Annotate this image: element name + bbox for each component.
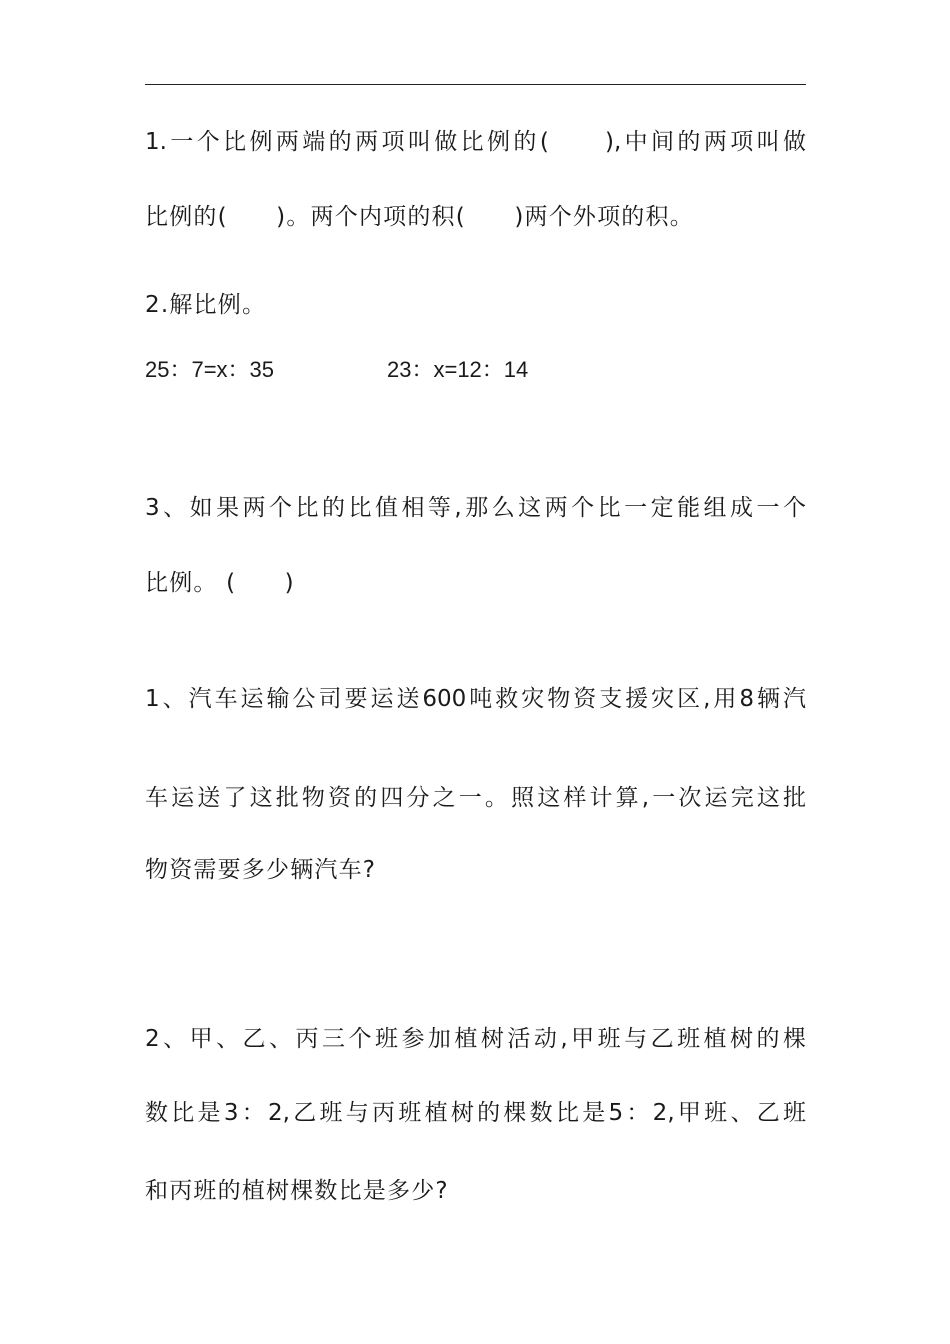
question-2-heading: 2.解比例。 xyxy=(145,292,267,318)
question-3-line-2: 比例。 ( ) xyxy=(145,570,295,596)
problem-2-line-2: 数比是3：2,乙班与丙班植树的棵数比是5：2,甲班、乙班 xyxy=(145,1100,806,1126)
question-1-line-2: 比例的( )。两个内项的积( )两个外项的积。 xyxy=(145,204,694,230)
problem-1-line-3: 物资需要多少辆汽车? xyxy=(145,857,377,883)
equation-right: 23：x=12：14 xyxy=(387,357,529,382)
equation-left: 25：7=x：35 xyxy=(145,357,275,382)
question-2-equations xyxy=(145,354,806,386)
header-divider xyxy=(145,84,806,85)
problem-1-line-2: 车运送了这批物资的四分之一。照这样计算,一次运完这批 xyxy=(145,785,806,811)
problem-2-line-1: 2、甲、乙、丙三个班参加植树活动,甲班与乙班植树的棵 xyxy=(145,1026,806,1052)
problem-2-line-3: 和丙班的植树棵数比是多少? xyxy=(145,1178,449,1204)
question-3-line-1: 3、如果两个比的比值相等,那么这两个比一定能组成一个 xyxy=(145,495,806,521)
problem-1-line-1: 1、汽车运输公司要运送600吨救灾物资支援灾区,用8辆汽 xyxy=(145,686,806,712)
question-1-line-1: 1.一个比例两端的两项叫做比例的( ),中间的两项叫做 xyxy=(145,129,806,155)
